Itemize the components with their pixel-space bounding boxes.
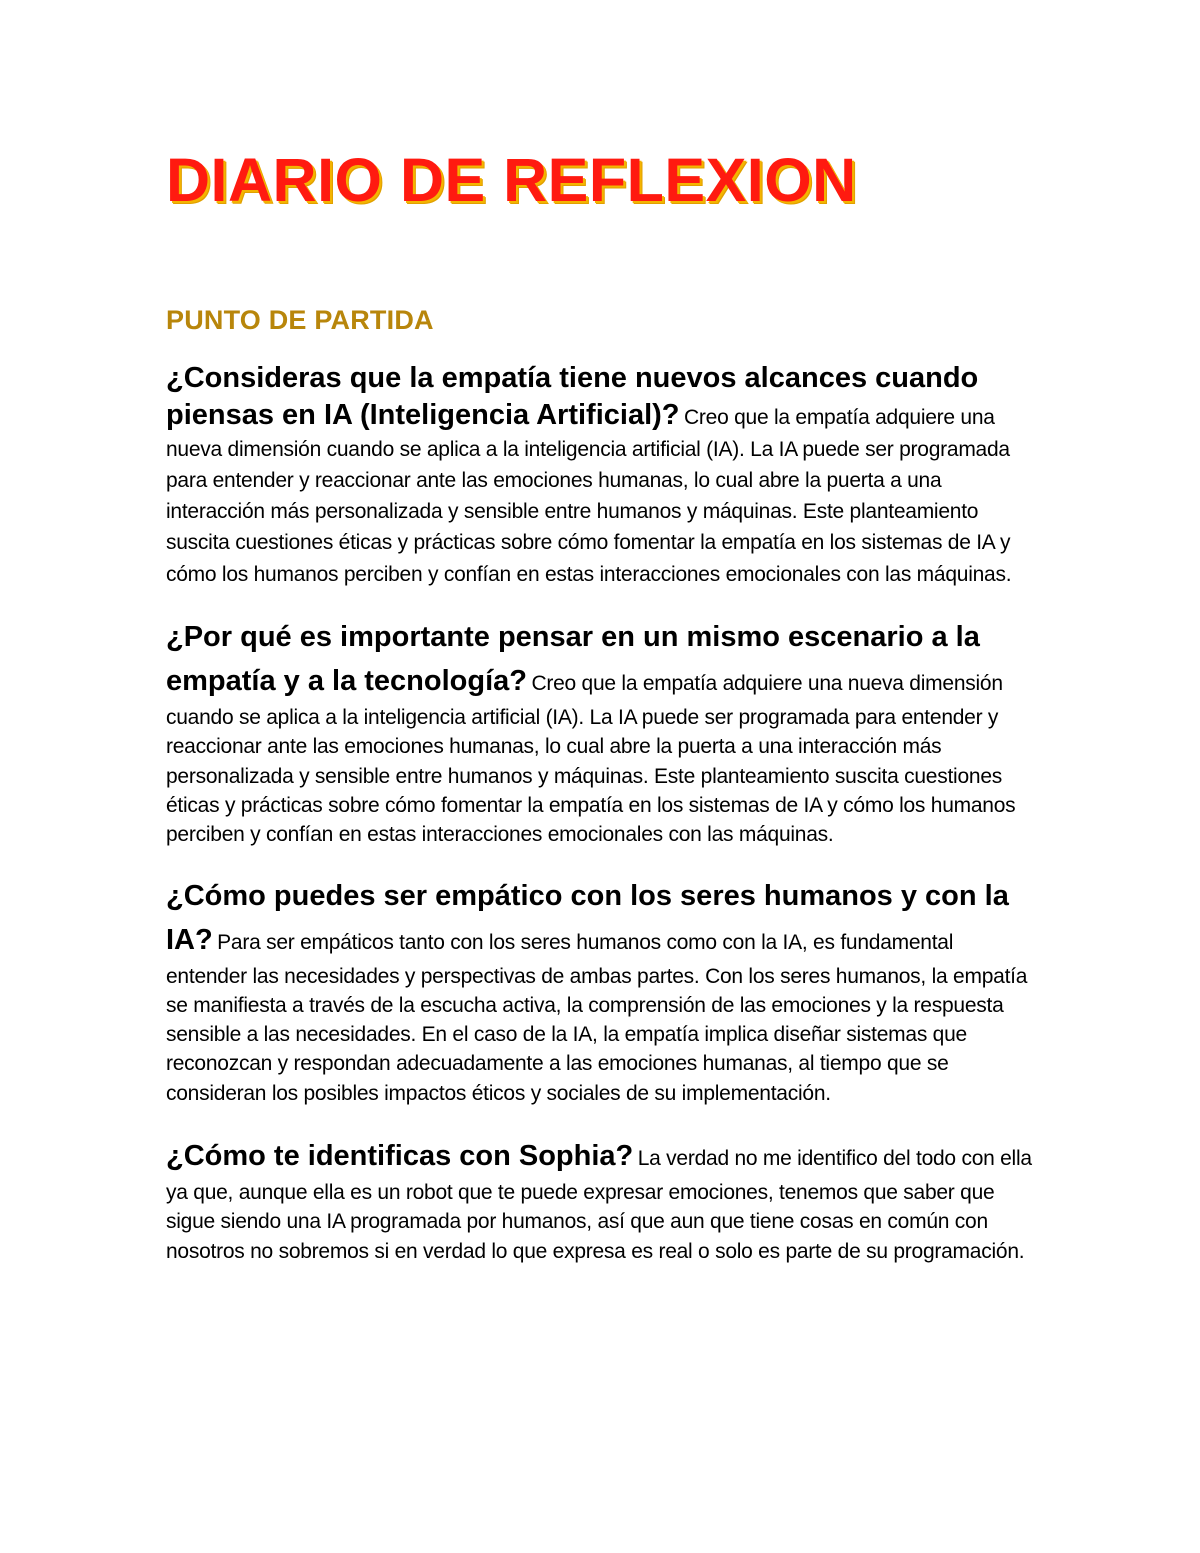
answer-3: Para ser empáticos tanto con los seres humanos como con la IA, es fundamental entender las necesidades y perspectivas de ambas partes. Con los seres humanos, la empatía se manifiesta a través de la escucha activa, la comprensión de las emociones y la respuesta sensible a las necesidades. En el caso de la IA, la empatía implica diseñar sistemas que reconozcan y respondan adecuadamente a las emociones humanas, al tiempo que se consideran los posibles impactos éticos y sociales de su implementación. bbox=[166, 930, 1028, 1105]
qa-paragraph-4 bbox=[166, 1134, 1038, 1266]
qa-paragraph-3 bbox=[166, 874, 1038, 1108]
section-heading: PUNTO DE PARTIDA bbox=[166, 305, 434, 335]
answer-2: Creo que la empatía adquiere una nueva dimensión cuando se aplica a la inteligencia artificial (IA). La IA puede ser programada para entender y reaccionar ante las emociones humanas, lo cual abre la puerta a una interacción más personalizada y sensible entre humanos y máquinas. Este planteamiento suscita cuestiones éticas y prácticas sobre cómo fomentar la empatía en los sistemas de IA y cómo los humanos perciben y confían en estas interacciones emocionales con las máquinas. bbox=[166, 672, 1016, 847]
document-content bbox=[166, 140, 1038, 1266]
answer-1: Creo que la empatía adquiere una nueva dimensión cuando se aplica a la inteligencia artificial (IA). La IA puede ser programada para entender y reaccionar ante las emociones humanas, lo cual abre la puerta a una interacción más personalizada y sensible entre humanos y máquinas. Este planteamiento suscita cuestiones éticas y prácticas sobre cómo fomentar la empatía en los sistemas de IA y cómo los humanos perciben y confían en estas interacciones emocionales con las máquinas. bbox=[166, 406, 1012, 586]
qa-paragraph-1 bbox=[166, 360, 1038, 591]
document-title: DIARIO DE REFLEXION bbox=[166, 146, 857, 214]
question-3: ¿Cómo puedes ser empático con los seres humanos y con la IA? bbox=[166, 879, 1009, 956]
question-2: ¿Por qué es importante pensar en un mismo escenario a la empatía y a la tecnología? bbox=[166, 621, 980, 698]
question-1: ¿Consideras que la empatía tiene nuevos alcances cuando piensas en IA (Inteligencia Artificial)? bbox=[166, 362, 979, 432]
qa-paragraph-2 bbox=[166, 615, 1038, 849]
question-4: ¿Cómo te identificas con Sophia? bbox=[166, 1140, 634, 1173]
answer-4: La verdad no me identifico del todo con ella ya que, aunque ella es un robot que te puede expresar emociones, tenemos que saber que sigue siendo una IA programada por humanos, así que aun que tiene cosas en común con nosotros no sobremos si en verdad lo que expresa es real o solo es parte de su programación. bbox=[166, 1147, 1032, 1263]
